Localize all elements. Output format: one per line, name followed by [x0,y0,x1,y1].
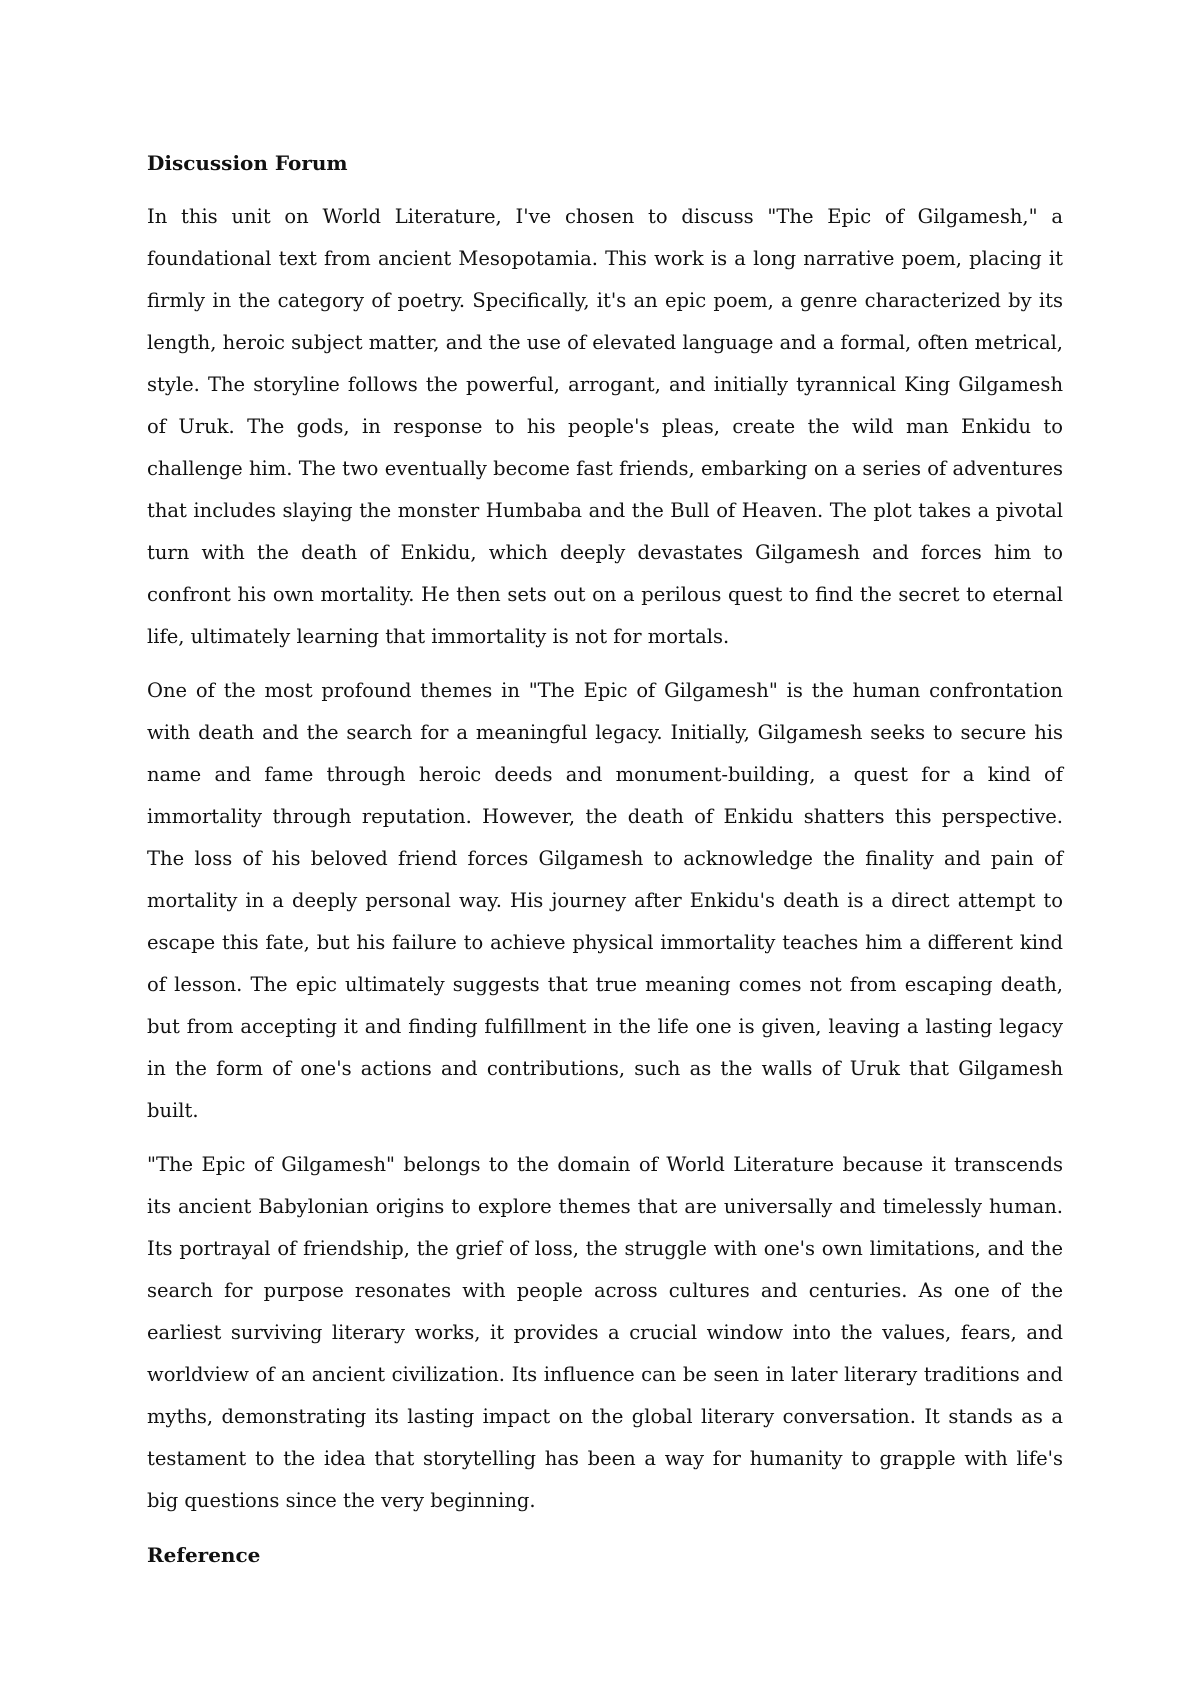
paragraph-world-literature: "The Epic of Gilgamesh" belongs to the domain of World Literature because it transcends its ancient Babylonian origins to explore themes that are universally and timelessly human. Its portrayal of friendship, the grief of loss, the struggle with one's own limitations, and the search for purpose resonates with people across cultures and centuries. As one of the earliest surviving literary works, it provides a crucial window into the values, fears, and worldview of an ancient civilization. Its influence can be seen in later literary traditions and myths, demonstrating its lasting impact on the global literary conversation. It stands as a testament to the idea that storytelling has been a way for humanity to grapple with life's big questions since the very beginning. [147,1153,1063,1512]
document-body [147,142,1063,1576]
paragraph-summary: In this unit on World Literature, I've chosen to discuss "The Epic of Gilgamesh," a foundational text from ancient Mesopotamia. This work is a long narrative poem, placing it firmly in the category of poetry. Specifically, it's an epic poem, a genre characterized by its length, heroic subject matter, and the use of elevated language and a formal, often metrical, style. The storyline follows the powerful, arrogant, and initially tyrannical King Gilgamesh of Uruk. The gods, in response to his people's pleas, create the wild man Enkidu to challenge him. The two eventually become fast friends, embarking on a series of adventures that includes slaying the monster Humbaba and the Bull of Heaven. The plot takes a pivotal turn with the death of Enkidu, which deeply devastates Gilgamesh and forces him to confront his own mortality. He then sets out on a perilous quest to find the secret to eternal life, ultimately learning that immortality is not for mortals. [147,205,1063,648]
reference-heading: Reference [147,1543,261,1567]
paragraph-theme: One of the most profound themes in "The Epic of Gilgamesh" is the human confrontation with death and the search for a meaningful legacy. Initially, Gilgamesh seeks to secure his name and fame through heroic deeds and monument-building, a quest for a kind of immortality through reputation. However, the death of Enkidu shatters this perspective. The loss of his beloved friend forces Gilgamesh to acknowledge the finality and pain of mortality in a deeply personal way. His journey after Enkidu's death is a direct attempt to escape this fate, but his failure to achieve physical immortality teaches him a different kind of lesson. The epic ultimately suggests that true meaning comes not from escaping death, but from accepting it and finding fulfillment in the life one is given, leaving a lasting legacy in the form of one's actions and contributions, such as the walls of Uruk that Gilgamesh built. [147,679,1063,1122]
document-heading: Discussion Forum [147,151,348,175]
